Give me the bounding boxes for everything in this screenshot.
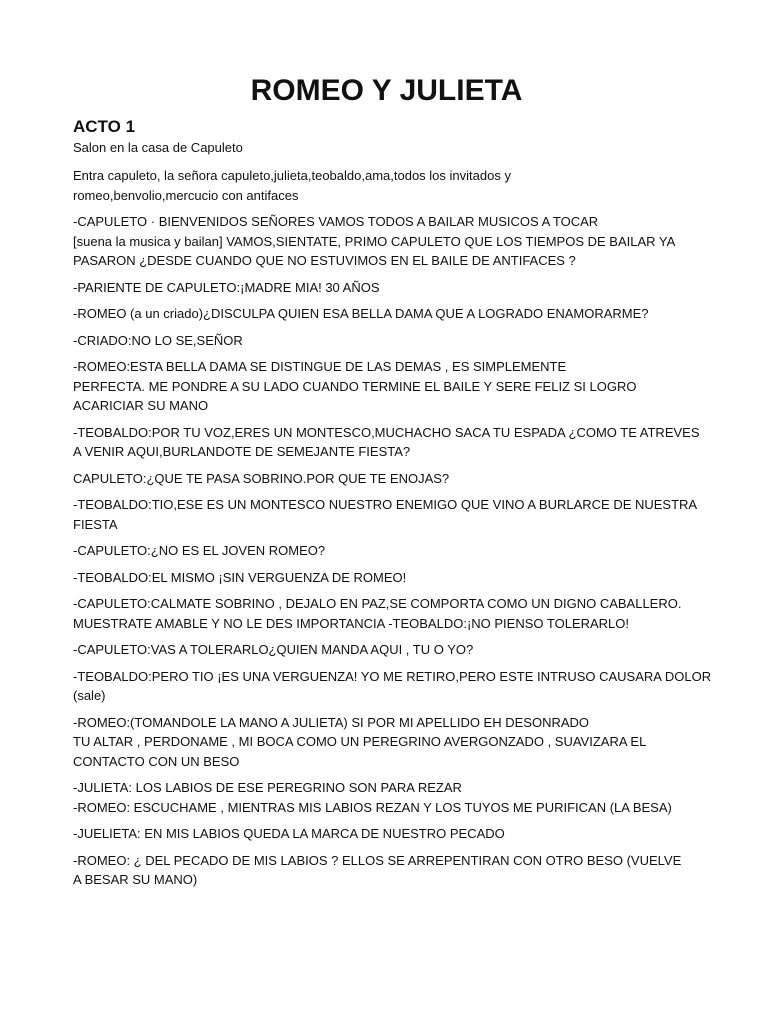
dialogue-paragraph	[73, 713, 708, 772]
dialogue-paragraph	[73, 357, 708, 416]
text-line: -TEOBALDO:PERO TIO ¡ES UNA VERGUENZA! YO ME RETIRO,PERO ESTE INTRUSO CAUSARA DOLOR	[73, 668, 712, 684]
dialogue-paragraph	[73, 568, 708, 588]
dialogue-paragraph	[73, 594, 708, 633]
text-line: -ROMEO:ESTA BELLA DAMA SE DISTINGUE DE LAS DEMAS , ES SIMPLEMENTE	[73, 359, 567, 374]
text-line: -PARIENTE DE CAPULETO:¡MADRE MIA! 30 AÑOS	[73, 279, 380, 295]
text-line: -TEOBALDO:EL MISMO ¡SIN VERGUENZA DE ROMEO!	[73, 569, 407, 585]
text-line: CAPULETO:¿QUE TE PASA SOBRINO.POR QUE TE ENOJAS?	[73, 470, 450, 486]
page-title: ROMEO Y JULIETA	[250, 74, 523, 107]
text-line: Entra capuleto, la señora capuleto,julieta,teobaldo,ama,todos los invitados y	[73, 168, 511, 183]
text-line: -TEOBALDO:TIO,ESE ES UN MONTESCO NUESTRO ENEMIGO QUE VINO A BURLARCE DE NUESTRA	[73, 497, 698, 512]
text-line: -CAPULETO · BIENVENIDOS SEÑORES VAMOS TODOS A BAILAR MUSICOS A TOCAR	[73, 214, 599, 229]
text-line: FIESTA	[73, 516, 118, 532]
dialogue-paragraph	[73, 469, 708, 489]
dialogue-paragraph	[73, 304, 708, 324]
text-line: A VENIR AQUI,BURLANDOTE DE SEMEJANTE FIESTA?	[73, 444, 411, 459]
dialogue-paragraph	[73, 495, 708, 534]
text-line: ACARICIAR SU MANO	[73, 398, 209, 413]
text-line: -ROMEO:(TOMANDOLE LA MANO A JULIETA) SI POR MI APELLIDO EH DESONRADO	[73, 714, 590, 730]
text-line: -CAPULETO:CALMATE SOBRINO , DEJALO EN PAZ,SE COMPORTA COMO UN DIGNO CABALLERO.	[73, 596, 682, 611]
text-line: [suena la musica y bailan] VAMOS,SIENTATE, PRIMO CAPULETO QUE LOS TIEMPOS DE BAILAR YA	[73, 233, 676, 249]
dialogue-paragraph	[73, 166, 708, 205]
text-line: MUESTRATE AMABLE Y NO LE DES IMPORTANCIA -TEOBALDO:¡NO PIENSO TOLERARLO!	[73, 615, 630, 631]
dialogue-paragraph	[73, 824, 708, 844]
text-line: A BESAR SU MANO)	[73, 872, 198, 887]
script-body	[73, 166, 712, 890]
text-line: -ROMEO: ESCUCHAME , MIENTRAS MIS LABIOS REZAN Y LOS TUYOS ME PURIFICAN (LA BESA)	[73, 799, 672, 815]
dialogue-paragraph	[73, 331, 708, 351]
scene-description: Salon en la casa de Capuleto	[73, 140, 243, 155]
text-line: -CRIADO:NO LO SE,SEÑOR	[73, 332, 243, 348]
text-line: romeo,benvolio,mercucio con antifaces	[73, 187, 299, 203]
dialogue-paragraph	[73, 667, 712, 706]
dialogue-paragraph	[73, 278, 708, 298]
text-line: -JUELIETA: EN MIS LABIOS QUEDA LA MARCA DE NUESTRO PECADO	[73, 826, 505, 841]
text-line: -JULIETA: LOS LABIOS DE ESE PEREGRINO SON PARA REZAR	[73, 780, 462, 795]
text-line: -CAPULETO:¿NO ES EL JOVEN ROMEO?	[73, 543, 326, 558]
text-line: -ROMEO: ¿ DEL PECADO DE MIS LABIOS ? ELLOS SE ARREPENTIRAN CON OTRO BESO (VUELVE	[73, 852, 682, 868]
text-line: CONTACTO CON UN BESO	[73, 753, 240, 769]
act-heading: ACTO 1	[73, 117, 136, 136]
text-line: (sale)	[73, 688, 106, 703]
dialogue-paragraph	[73, 212, 708, 271]
dialogue-paragraph	[73, 851, 708, 890]
text-line: -CAPULETO:VAS A TOLERARLO¿QUIEN MANDA AQUI , TU O YO?	[73, 642, 474, 657]
text-line: -ROMEO (a un criado)¿DISCULPA QUIEN ESA BELLA DAMA QUE A LOGRADO ENAMORARME?	[73, 306, 649, 321]
dialogue-paragraph	[73, 778, 708, 817]
dialogue-paragraph	[73, 640, 708, 660]
text-line: -TEOBALDO:POR TU VOZ,ERES UN MONTESCO,MUCHACHO SACA TU ESPADA ¿COMO TE ATREVES	[73, 424, 700, 440]
text-line: PERFECTA. ME PONDRE A SU LADO CUANDO TERMINE EL BAILE Y SERE FELIZ SI LOGRO	[73, 378, 637, 394]
text-line: TU ALTAR , PERDONAME , MI BOCA COMO UN PEREGRINO AVERGONZADO , SUAVIZARA EL	[73, 734, 647, 749]
text-line: PASARON ¿DESDE CUANDO QUE NO ESTUVIMOS EN EL BAILE DE ANTIFACES ?	[73, 253, 576, 268]
dialogue-paragraph	[73, 541, 708, 561]
dialogue-paragraph	[73, 423, 708, 462]
